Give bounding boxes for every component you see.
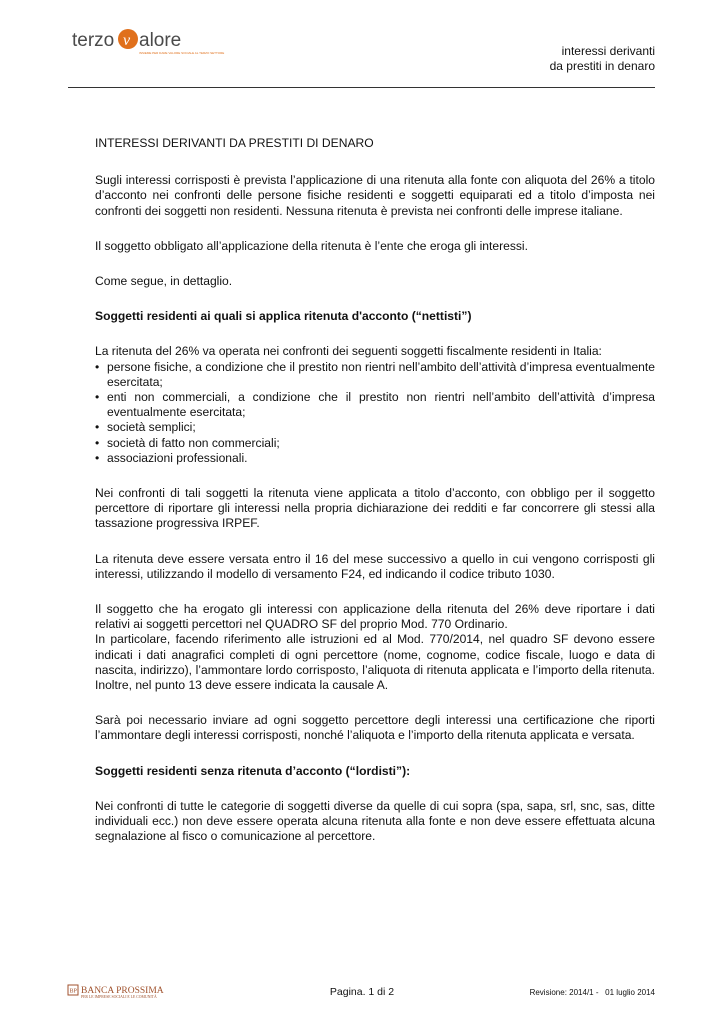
list-item: • enti non commerciali, a condizione che il prestito non rientri nell’ambito dell’attività d’impresa eventualmente esercitata; bbox=[95, 390, 655, 420]
document-title: INTERESSI DERIVANTI DA PRESTITI DI DENARO bbox=[95, 136, 374, 150]
bank-tagline: PER LE IMPRESE SOCIALI E LE COMUNITÀ bbox=[81, 995, 157, 999]
list-item: • società di fatto non commerciali; bbox=[95, 435, 280, 450]
paragraph-withholding-targets: La ritenuta del 26% va operata nei confronti dei seguenti soggetti fiscalmente residenti in Italia: bbox=[95, 344, 602, 359]
bullet-glyph: • bbox=[95, 435, 100, 450]
section-heading-nettisti: Soggetti residenti ai quali si applica ritenuta d'acconto (“nettisti”) bbox=[95, 309, 472, 324]
header-line-1: interessi derivanti bbox=[561, 44, 655, 58]
section-heading-lordisti: Soggetti residenti senza ritenuta d’acconto (“lordisti”): bbox=[95, 763, 411, 778]
paragraph-other-subjects: Nei confronti di tutte le categorie di soggetti diverse da quelle di cui sopra (spa, sapa, srl, snc, sas, ditte individuali ecc.) non deve essere operata alcuna ritenuta alla fonte e non deve essere effettuata alcuna segnalazione al fisco o comunicazione al percettore. bbox=[95, 798, 655, 844]
terzo-valore-logo bbox=[72, 24, 225, 64]
document-body bbox=[95, 136, 655, 845]
logo-text-left: terzo bbox=[72, 30, 115, 51]
terzo-valore-logo-graphic bbox=[72, 24, 225, 64]
header-document-title bbox=[550, 44, 655, 74]
paragraph-intro: Sugli interessi corrisposti è prevista l’applicazione di una ritenuta alla fonte con aliquota del 26% a titolo d’acconto nei confronti delle persone fisiche residenti e soggetti equiparati ed a titolo d’imposta nei confronti dei soggetti non residenti. Nessuna ritenuta è prevista nei confronti delle imprese italiane. bbox=[95, 173, 655, 218]
bank-mark: BP bbox=[69, 988, 77, 995]
revision-info: Revisione: 2014/1 - 01 luglio 2014 bbox=[529, 988, 655, 997]
bullet-glyph: • bbox=[95, 359, 100, 374]
header-line-2: da prestiti in denaro bbox=[549, 59, 655, 73]
paragraph-payment: La ritenuta deve essere versata entro il 16 del mese successivo a quello in cui vengono corrisposti gli interessi, utilizzando il modello di versamento F24, ed indicando il codice tributo 1030. bbox=[95, 551, 655, 581]
list-item: • associazioni professionali. bbox=[95, 450, 248, 465]
subjects-list bbox=[95, 360, 655, 466]
paragraph-obligated-subject: Il soggetto obbligato all’applicazione della ritenuta è l’ente che eroga gli interessi. bbox=[95, 238, 528, 253]
logo-text-right: alore bbox=[139, 30, 182, 51]
bullet-glyph: • bbox=[95, 450, 100, 465]
paragraph-certification: Sarà poi necessario inviare ad ogni soggetto percettore degli interessi una certificazione che riporti l’ammontare degli interessi corrisposti, nonché l’aliquota e l’importo della ritenuta applicata e versata. bbox=[95, 713, 655, 743]
bullet-glyph: • bbox=[95, 420, 100, 435]
logo-text-v: v bbox=[123, 32, 131, 49]
list-item: • persone fisiche, a condizione che il prestito non rientri nell’ambito dell’attività d’impresa eventualmente esercitata; bbox=[95, 359, 655, 389]
list-item: • società semplici; bbox=[95, 420, 196, 435]
logo-tagline: INSIEME PER DARE VALORE SOCIALE AL TERZO SETTORE bbox=[139, 51, 225, 55]
paragraph-mod-770: In particolare, facendo riferimento alle istruzioni ed al Mod. 770/2014, nel quadro SF devono essere indicati i dati anagrafici completi di ogni percettore (nome, cognome, codice fiscale, luogo e data di nascita, indirizzo), l’ammontare lordo corrisposto, l’aliquota di ritenuta applicata e l’importo della ritenuta. Inoltre, nel punto 13 deve essere indicata la causale A. bbox=[95, 632, 655, 693]
paragraph-quadro-sf: Il soggetto che ha erogato gli interessi con applicazione della ritenuta del 26% deve riportare i dati relativi ai soggetti percettori nel QUADRO SF del proprio Mod. 770 Ordinario. bbox=[95, 602, 655, 632]
header-divider bbox=[68, 87, 655, 88]
bank-name: BANCA PROSSIMA bbox=[81, 986, 164, 996]
bullet-glyph: • bbox=[95, 390, 100, 405]
page-number: Pagina. 1 di 2 bbox=[329, 986, 395, 998]
paragraph-details: Come segue, in dettaglio. bbox=[95, 274, 233, 289]
paragraph-acconto: Nei confronti di tali soggetti la ritenuta viene applicata a titolo d’acconto, con obbligo per il soggetto percettore di riportare gli interessi nella propria dichiarazione dei redditi e far concorrere gli stessi alla tassazione progressiva IRPEF. bbox=[95, 486, 655, 531]
